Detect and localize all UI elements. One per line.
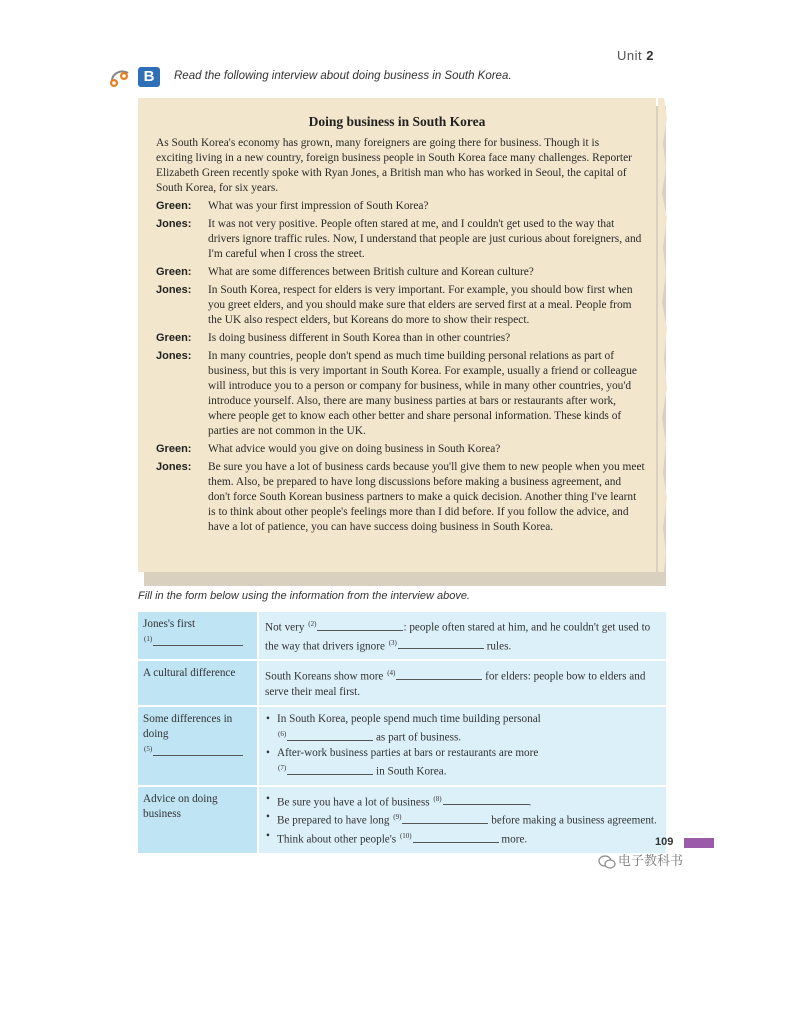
row-label: A cultural difference [138, 661, 257, 705]
dialogue-turn [156, 217, 646, 262]
blank-number: (9) [393, 813, 402, 822]
list-item [265, 810, 660, 829]
row-text: After-work business parties at bars or restaurants are more [277, 746, 539, 759]
utterance: Is doing business different in South Korea than in other countries? [208, 332, 511, 344]
dialogue-turn [156, 283, 646, 328]
list-item [265, 712, 660, 746]
page-accent-bar [684, 838, 714, 848]
blank-number: (1) [144, 635, 153, 643]
row-text: rules. [486, 640, 512, 653]
row-content [257, 787, 666, 853]
bullet-list [265, 792, 660, 848]
list-item [265, 792, 660, 811]
row-label [138, 612, 257, 659]
blank-number: (2) [308, 620, 317, 628]
blank-number: (5) [144, 745, 153, 754]
list-item [265, 829, 660, 848]
speaker: Jones: [156, 461, 192, 473]
blank-4[interactable] [396, 670, 482, 680]
blank-number: (8) [433, 794, 442, 803]
row-text: before making a business agreement. [491, 815, 657, 828]
blank-9[interactable] [402, 814, 488, 824]
dialogue-turn [156, 349, 646, 439]
row-text: as part of business. [375, 731, 462, 744]
blank-number: (3) [388, 638, 397, 647]
dialogue-turn [156, 265, 646, 280]
form-row-first-impression [138, 612, 666, 661]
blank-3[interactable] [398, 639, 484, 649]
utterance: In South Korea, respect for elders is very important. For example, you should bow first when you greet elders, and you should make sure that elders are served first at a meal. People from the UK also respect elders, but Koreans do more to show their respect. [208, 284, 633, 326]
page-number: 109 [655, 836, 674, 848]
row-text: Think about other people's [277, 833, 397, 846]
torn-edge [658, 98, 668, 572]
blank-10[interactable] [413, 833, 499, 843]
fill-in-form [138, 612, 666, 853]
unit-label [617, 48, 654, 63]
interview-dialogue [156, 199, 646, 538]
dialogue-turn [156, 331, 646, 346]
utterance: What are some differences between British culture and Korean culture? [208, 266, 534, 278]
dialogue-turn [156, 199, 646, 214]
speaker: Green: [156, 200, 192, 212]
watermark [598, 850, 683, 869]
form-row-differences [138, 707, 666, 786]
row-text: in South Korea. [375, 765, 447, 778]
watermark-text: 电子教科书 [618, 854, 684, 869]
bullet-list [265, 712, 660, 779]
row-text: Be sure you have a lot of business [277, 796, 430, 809]
speaker: Jones: [156, 218, 192, 230]
blank-2[interactable] [317, 621, 403, 631]
form-instruction: Fill in the form below using the information from the interview above. [138, 590, 470, 602]
unit-label-text: Unit [617, 48, 643, 63]
blank-5[interactable] [153, 746, 243, 756]
article-intro: As South Korea's economy has grown, many foreigners are going there for business. Though it is exciting living in a new country, foreign business people in South Korea face many challenges. Reporter Elizabeth Green recently spoke with Ryan Jones, a British man who has worked in Seoul, the capital of South Korea, for six years. [156, 137, 632, 194]
blank-number: (4) [387, 669, 396, 678]
form-row-advice [138, 787, 666, 853]
utterance: What was your first impression of South Korea? [208, 200, 429, 212]
row-content [257, 661, 666, 705]
row-content [257, 612, 666, 659]
row-text: : people often stared at him, and he couldn't get used to the way that drivers ignore [265, 621, 651, 653]
section-header [108, 66, 668, 92]
row-text: more. [501, 833, 528, 846]
article-card [138, 98, 662, 580]
section-badge: B [138, 67, 160, 87]
row-text: Be prepared to have long [277, 815, 390, 828]
speaker: Green: [156, 266, 192, 278]
row-text: South Koreans show more [265, 671, 384, 684]
form-row-cultural-difference [138, 661, 666, 707]
article-title: Doing business in South Korea [308, 114, 486, 129]
speaker: Green: [156, 332, 192, 344]
utterance: It was not very positive. People often stared at me, and I couldn't get used to the way that drivers ignore traffic rules. Now, I understand that people are just curious about foreigners, and I'm careful when I cross the street. [208, 218, 642, 260]
utterance: In many countries, people don't spend as much time building personal relations as part of business, but this is very important in South Korea. For example, usually a friend or colleague will introduce you to a person or company for business, while in many other countries, you'd introduce yourself. Also, there are many business parties at bars or restaurants after work, where people get to know each other better and share personal information. These kinds of parties are not common in the UK. [208, 350, 637, 437]
blank-7[interactable] [287, 765, 373, 775]
utterance: What advice would you give on doing business in South Korea? [208, 443, 501, 455]
speaker: Jones: [156, 284, 192, 296]
speaker: Jones: [156, 350, 192, 362]
chat-bubble-icon [598, 855, 616, 869]
utterance: Be sure you have a lot of business cards because you'll give them to new people when you meet them. Also, be prepared to have long discussions before making a business agreement, and don't force South Korean business partners to make a quick decision. Another thing I've learnt is to think about other people's feelings more than I did before. If you follow the advice, and have a lot of patience, you can have success doing business in South Korea. [208, 461, 645, 533]
blank-1[interactable] [153, 636, 243, 646]
dialogue-turn [156, 460, 646, 535]
headphones-icon[interactable] [108, 67, 134, 89]
row-text: . [528, 796, 532, 809]
row-text: for elders: people bow to elders and serve their meal first. [265, 671, 646, 699]
blank-number: (10) [399, 832, 412, 841]
row-label [138, 707, 257, 784]
speaker: Green: [156, 443, 192, 455]
row-content [257, 707, 666, 784]
blank-number: (6) [278, 730, 287, 739]
blank-number: (7) [278, 763, 287, 772]
row-label-text: Some differences in doing [143, 713, 233, 741]
reading-instruction: Read the following interview about doing business in South Korea. [174, 70, 512, 82]
dialogue-turn [156, 442, 646, 457]
unit-number: 2 [646, 48, 654, 63]
row-label: Advice on doing business [138, 787, 257, 853]
blank-6[interactable] [287, 731, 373, 741]
row-text: In South Korea, people spend much time building personal [277, 713, 541, 726]
row-text: Not very [265, 621, 305, 634]
list-item [265, 746, 660, 780]
blank-8[interactable] [443, 795, 529, 805]
article-paper [138, 98, 656, 572]
row-label-text: Jones's first [143, 618, 196, 630]
